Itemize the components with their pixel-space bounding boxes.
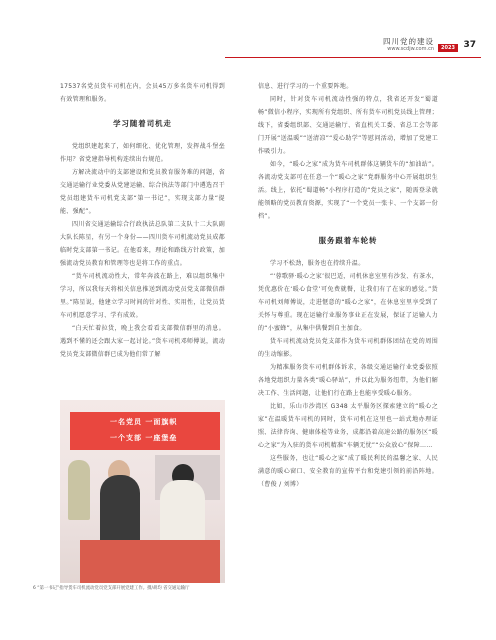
magazine-title: 四川党的建设 (383, 37, 434, 46)
paragraph: 比如，乐山市沙湾区 G348 太平服务区探索建立的“暖心之家”在温暖货车司机的同时，货车司机在这里也一站式地办理证照、法律咨询、健康体检等业务，成都沿着高速公路的服务区“暖心之家”为入驻的货车司机精准“车辆无忧”“公众放心”保障…… (258, 403, 438, 449)
red-sofa (80, 540, 220, 583)
photo-caption: 6 “第一书记”指导货车司机流动党员党支部开展党建工作。摄/胡均 省交通运输厅 (33, 586, 190, 591)
paragraph: 这些服务，也让“暖心之家”成了暖民利民的温馨之家、人民满意的暖心窗口、安全教育的宣传平台和党建引领的前沿阵地。（曹俊 / 刘博） (258, 455, 438, 488)
paragraph: 学习不松劲，服务也在持续升温。 (270, 260, 365, 267)
header-rule (225, 57, 481, 58)
issue-year-badge: 2023 (438, 44, 458, 52)
paragraph: 同时，针对货车司机流动性强的特点，我省还开发“蜀道畅”微信小程序，实现所有党组织、所有货车司机党员线上管理；线下，省委组织部、交通运输厅、省直机关工委、省总工会等部门开展“送温暖”“送清凉”“爱心助学”等慰问活动，增加了党建工作吸引力。 (258, 96, 438, 155)
section-heading-study: 学习随着司机走 (113, 119, 172, 128)
paragraph: “白天忙着拉货，晚上我会看看支部微信群里的消息。遇到不懂的还会跟大家一起讨论。”货车司机邓师傅说，流动党员党支部微信群已成为他们常了解 (60, 325, 225, 358)
page-number: 37 (463, 40, 476, 50)
paragraph: 四川省交通运输综合行政执法总队第二支队十二大队副大队长陈星，有另一个身份——四川货车司机流动党员成都临时党支部第一书记。在他看来，理论和路线方针政策，加强流动党员教育和管理等也是将工作的重点。 (60, 221, 225, 267)
plant (68, 460, 90, 520)
paragraph: “‘蓉歌驿·暖心之家’很巴适，司机休息室里有沙发、有茶水，凭优惠价在‘暖心食堂’可免费就餐，让我们有了在家的感觉。”货车司机刘师傅说，走进惬意的“暖心之家”，在休息室里享受到了关怀与尊重。现在运输行业服务事业正在发展，保证了运输人力的“小蜜蜂”，从集中供餐到自主加食。 (258, 273, 438, 332)
left-column (60, 80, 225, 361)
paragraph: “货车司机流动性大，常年奔波在路上，难以组织集中学习，所以我每天将相关信息推送到流动党员党支部微信群里。”陈星说，他建立学习时间的针对性、实用性，让党员货车司机愿意学习、学有成效。 (60, 273, 225, 319)
paragraph: 为精准服务货车司机群体诉求，各级交通运输行业党委依照各地党组织力量各类“暖心驿站”，并以此为服务纽带，为他们解决工作、生活问题，让他们行在路上也能享受暖心服务。 (258, 364, 438, 397)
photo-party-branch (60, 400, 225, 583)
banner-line-2: 一个支部 一座堡垒 (110, 434, 178, 442)
paragraph: 货车司机流动党员党支部作为货车司机群体团结在党的周围的生动缩影。 (258, 338, 438, 358)
right-column (258, 80, 438, 491)
paragraph: 信息、进行学习的一个重要阵地。 (258, 83, 353, 90)
paragraph: 党组织建起来了，如何细化、优化管理，发挥战斗堡垒作用？省党建指导机构连续出台规范。 (60, 143, 225, 163)
section-heading-service: 服务跟着车轮转 (318, 236, 378, 245)
paragraph: 方解决流动中的支部建设和党员教育服务难的问题，省交通运输行业党委从党建运输、综合执法等部门中遴选召干党员组建货车司机党支部“第一书记”，实现支部力量“提能、强配”。 (60, 169, 225, 215)
banner-line-1: 一名党员 一面旗帜 (110, 418, 178, 426)
magazine-url: www.scdjw.com.cn (387, 46, 434, 52)
paragraph: 17537名党员货车司机在内，会员45万多名货车司机得到有效管理和服务。 (60, 83, 225, 103)
red-banner (70, 412, 220, 450)
paragraph: 如今，“暖心之家”成为货车司机群体这辆货车的“加油站”。各流动党支部可在任意一个“暖心之家”党群服务中心开展组织生活。线上，依托“蜀道畅”小程序打造的“党员之家”，随需登录就能领略的党员教育资源，实现了“一个党员一张卡、一个支部一份档”。 (258, 161, 438, 220)
